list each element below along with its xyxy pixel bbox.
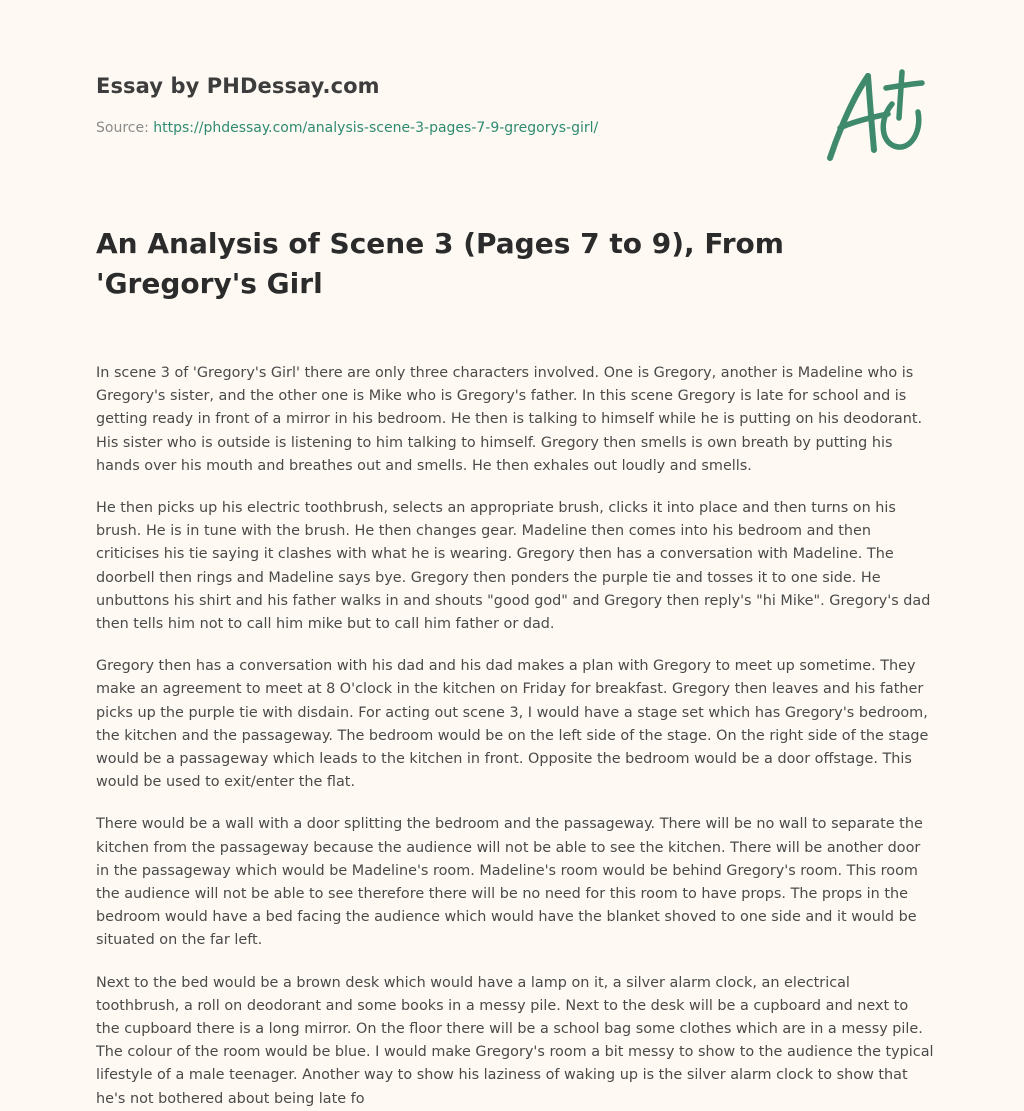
essay-body	[96, 362, 934, 1107]
essay-paragraph: In scene 3 of 'Gregory's Girl' there are only three characters involved. One is Gregory, another is Madeline who is Gregory's sister, and the other one is Mike who is Gregory's father. In this scene Gregory is late for school and is getting ready in front of a mirror in his bedroom. He then is talking to himself while he is putting on his deodorant. His sister who is outside is listening to him talking to himself. Gregory then smells is own breath by putting his hands over his mouth and breathes out and smells. He then exhales out loudly and smells.	[96, 365, 923, 474]
brand-name: Essay by PHDessay.com	[96, 74, 380, 98]
essay-title: An Analysis of Scene 3 (Pages 7 to 9), From 'Gregory's Girl	[96, 227, 784, 300]
essay-paragraph: There would be a wall with a door splitting the bedroom and the passageway. There will be no wall to separate the kitchen from the passageway because the audience will not be able to see the kitchen. There will be another door in the passageway which would be Madeline's room. Madeline's room would be behind Gregory's room. This room the audience will not be able to see therefore there will be no need for this room to have props. The props in the bedroom would have a bed facing the audience which would have the blanket shoved to one side and it would be situated on the far left.	[96, 816, 923, 949]
source-link[interactable]: https://phdessay.com/analysis-scene-3-pages-7-9-gregorys-girl/	[153, 120, 599, 136]
essay-paragraph: He then picks up his electric toothbrush, selects an appropriate brush, clicks it into place and then turns on his brush. He is in tune with the brush. He then changes gear. Madeline then comes into his bedroom and then criticises his tie saying it clashes with what he is wearing. Gregory then has a conversation with Madeline. The doorbell then rings and Madeline says bye. Gregory then ponders the purple tie and tosses it to one side. He unbuttons his shirt and his father walks in and shouts "good god" and Gregory then reply's "hi Mike". Gregory's dad then tells him not to call him mike but to call him father or dad.	[96, 500, 931, 633]
a-plus-logo-icon	[822, 66, 926, 166]
source-label: Source:	[96, 120, 154, 136]
essay-paragraph: Gregory then has a conversation with his dad and his dad makes a plan with Gregory to meet up sometime. They make an agreement to meet at 8 O'clock in the kitchen on Friday for breakfast. Gregory then leaves and his father picks up the purple tie with disdain. For acting out scene 3, I would have a stage set which has Gregory's bedroom, the kitchen and the passageway. The bedroom would be on the left side of the stage. On the right side of the stage would be a passageway which leads to the kitchen in front. Opposite the bedroom would be a door offstage. This would be used to exit/enter the flat.	[96, 658, 929, 791]
essay-paragraph: Next to the bed would be a brown desk which would have a lamp on it, a silver alarm clock, an electrical toothbrush, a roll on deodorant and some books in a messy pile. Next to the desk will be a cupboard and next to the cupboard there is a long mirror. On the floor there will be a school bag some clothes which are in a messy pile. The colour of the room would be blue. I would make Gregory's room a bit messy to show to the audience the typical lifestyle of a male teenager. Another way to show his laziness of waking up is the silver alarm clock to show that he's not bothered about being late fo	[96, 974, 934, 1107]
source-line	[96, 120, 716, 136]
essay-header	[96, 74, 716, 136]
